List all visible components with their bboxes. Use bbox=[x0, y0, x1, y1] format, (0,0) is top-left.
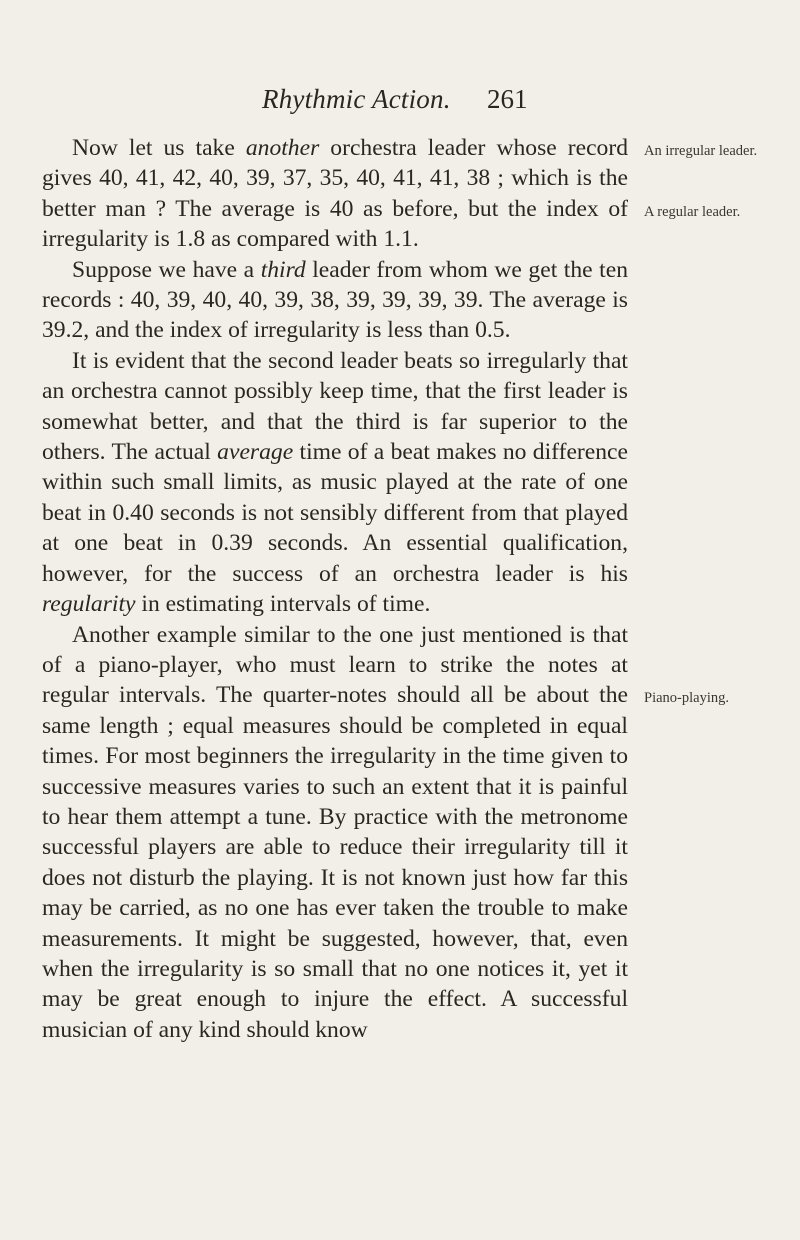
margin-note-regular-leader: A regular leader. bbox=[644, 204, 741, 220]
paragraph-text: in estimating intervals of time. bbox=[135, 591, 431, 618]
paragraph-text: It is evident that the second leader beats so irregularly that an orchestra cannot possibly keep time, that the first leader is somewhat better, and that the third is far superior to the others. The actual bbox=[42, 347, 628, 466]
paragraph-third-leader bbox=[42, 255, 628, 346]
margin-note-irregular-leader: An irregular leader. bbox=[644, 143, 758, 159]
paragraph-text: time of a beat makes no difference within such small limits, as music played at the rate of one beat in 0.40 seconds is not sensibly different from that played at one beat in 0.39 seconds. An essential qualification, however, for the success of an orchestra leader is his bbox=[42, 439, 628, 587]
page-number: 261 bbox=[487, 84, 528, 114]
paragraph-text: Suppose we have a bbox=[72, 256, 261, 283]
emphasis-third: third bbox=[260, 256, 306, 283]
paragraph-comparison bbox=[42, 346, 628, 620]
paragraph-text: Another example similar to the one just mentioned is that of a piano-player, who must learn to strike the notes at regular intervals. The quarter-notes should all be about the same length ; equal measures should be completed in equal times. For most beginners the irregularity in the time given to successive measures varies to such an extent that it is painful to hear them attempt a tune. By practice with the metronome successful players are able to reduce their irregularity till it does not disturb the playing. It is not known just how far this may be carried, as no one has ever taken the trouble to make measurements. It might be suggested, however, that, even when the irregularity is so small that no one notices it, yet it may be great enough to injure the effect. A successful musician of any kind should know bbox=[42, 621, 628, 1043]
paragraph-another-leader bbox=[42, 133, 628, 255]
paragraph-text: leader from whom we get the ten records : 40, 39, 40, 40, 39, 38, 39, 39, 39, 39. The average is 39.2, and the index of irregularity is less than 0.5. bbox=[42, 256, 629, 344]
running-head-title: Rhythmic Action. bbox=[262, 84, 451, 114]
emphasis-average: average bbox=[217, 439, 294, 466]
body-text bbox=[42, 133, 628, 1045]
margin-note-piano-playing: Piano-playing. bbox=[644, 690, 729, 706]
paragraph-piano-player bbox=[42, 620, 628, 1046]
emphasis-regularity: regularity bbox=[42, 591, 136, 618]
emphasis-another: another bbox=[245, 135, 320, 161]
margin-notes bbox=[644, 0, 800, 1240]
paragraph-text: orchestra leader whose record gives 40, 41, 42, 40, 39, 37, 35, 40, 41, 41, 38 ; which is the better man ? The average is 40 as before, but the index of irregularity is 1.8 as compared with 1.1. bbox=[42, 135, 629, 253]
paragraph-text: Now let us take bbox=[72, 135, 246, 161]
